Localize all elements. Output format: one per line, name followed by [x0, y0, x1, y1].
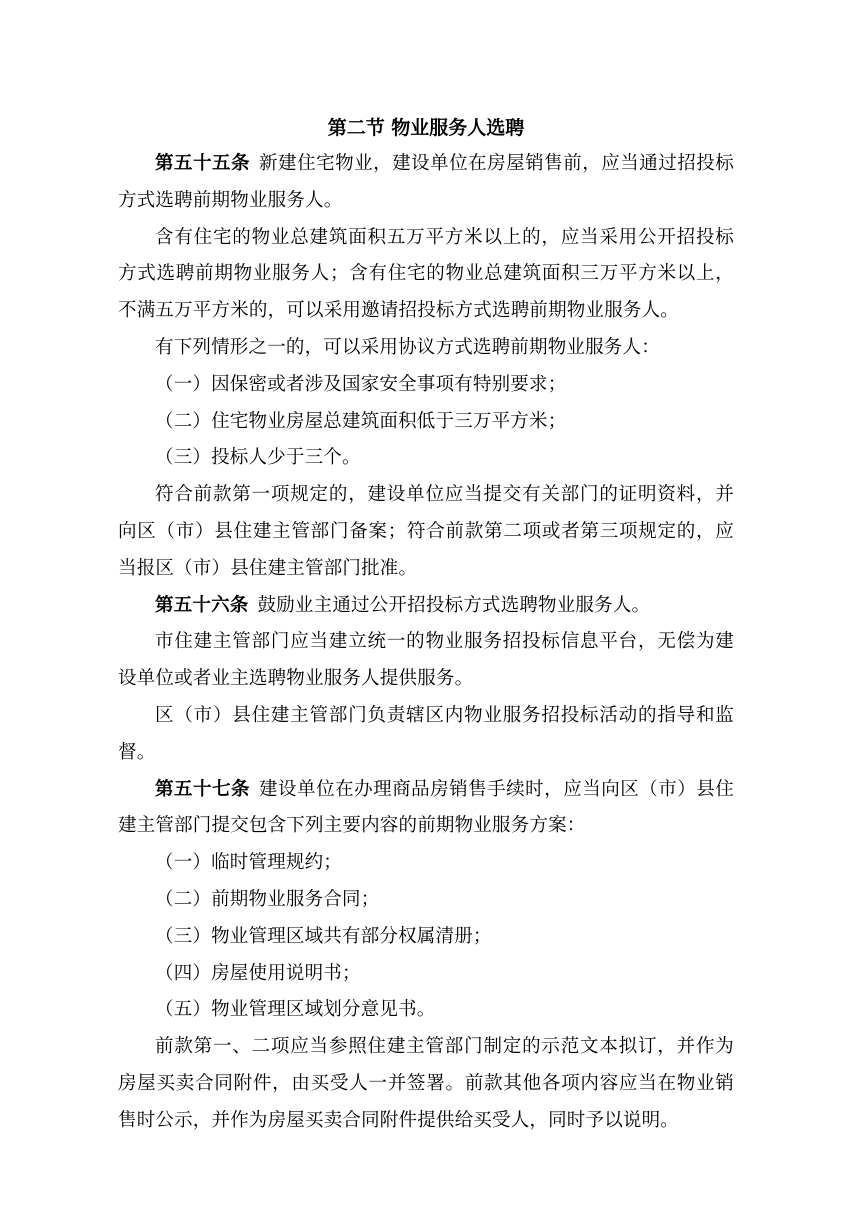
list-item	[118, 440, 734, 477]
paragraph-text: 有下列情形之一的，可以采用协议方式选聘前期物业服务人：	[155, 336, 660, 358]
paragraph	[118, 698, 734, 772]
section-title: 第二节 物业服务人选聘	[327, 117, 525, 139]
list-item	[118, 992, 734, 1029]
list-item	[118, 919, 734, 956]
list-item-text: （四）房屋使用说明书；	[155, 962, 361, 984]
list-item-text: （一）因保密或者涉及国家安全事项有特别要求；	[155, 373, 567, 395]
list-item-text: （三）物业管理区域共有部分权属清册；	[155, 925, 492, 947]
paragraph-art56	[118, 588, 734, 625]
article-number: 第五十六条	[155, 594, 249, 616]
list-item-text: （二）住宅物业房屋总建筑面积低于三万平方米；	[155, 410, 567, 432]
paragraph-text: 市住建主管部门应当建立统一的物业服务招投标信息平台，无偿为建设单位或者业主选聘物业服务人提供服务。	[118, 631, 734, 690]
paragraph	[118, 477, 734, 587]
list-item-text: （二）前期物业服务合同；	[155, 888, 380, 910]
list-item	[118, 882, 734, 919]
list-item-text: （一）临时管理规约；	[155, 852, 343, 874]
list-item	[118, 367, 734, 404]
list-item-text: （五）物业管理区域划分意见书。	[155, 999, 436, 1021]
paragraph-text: 前款第一、二项应当参照住建主管部门制定的示范文本拟订，并作为房屋买卖合同附件，由买受人一并签署。前款其他各项内容应当在物业销售时公示，并作为房屋买卖合同附件提供给买受人，同时予以说明。	[118, 1036, 734, 1131]
paragraph-text: 区（市）县住建主管部门负责辖区内物业服务招投标活动的指导和监督。	[118, 704, 734, 763]
paragraph-art57	[118, 772, 734, 846]
list-item-text: （三）投标人少于三个。	[155, 447, 361, 469]
list-item	[118, 956, 734, 993]
document-body	[118, 113, 734, 1140]
paragraph	[118, 330, 734, 367]
list-item	[118, 845, 734, 882]
paragraph	[118, 624, 734, 698]
paragraph-art55	[118, 146, 734, 220]
article-number: 第五十七条	[155, 778, 251, 800]
paragraph-text: 含有住宅的物业总建筑面积五万平方米以上的，应当采用公开招投标方式选聘前期物业服务人；含有住宅的物业总建筑面积三万平方米以上，不满五万平方米的，可以采用邀请招投标方式选聘前期物业服务人。	[118, 226, 734, 322]
paragraph-text: 建设单位在办理商品房销售手续时，应当向区（市）县住建主管部门提交包含下列主要内容的前期物业服务方案：	[118, 778, 734, 837]
paragraph	[118, 1029, 734, 1139]
paragraph-text: 鼓励业主通过公开招投标方式选聘物业服务人。	[257, 594, 651, 616]
paragraph-text: 新建住宅物业，建设单位在房屋销售前，应当通过招投标方式选聘前期物业服务人。	[118, 153, 734, 211]
list-item	[118, 404, 734, 441]
paragraph	[118, 220, 734, 330]
paragraph-text: 符合前款第一项规定的，建设单位应当提交有关部门的证明资料，并向区（市）县住建主管部门备案；符合前款第二项或者第三项规定的，应当报区（市）县住建主管部门批准。	[118, 484, 734, 579]
article-number: 第五十五条	[155, 153, 251, 174]
